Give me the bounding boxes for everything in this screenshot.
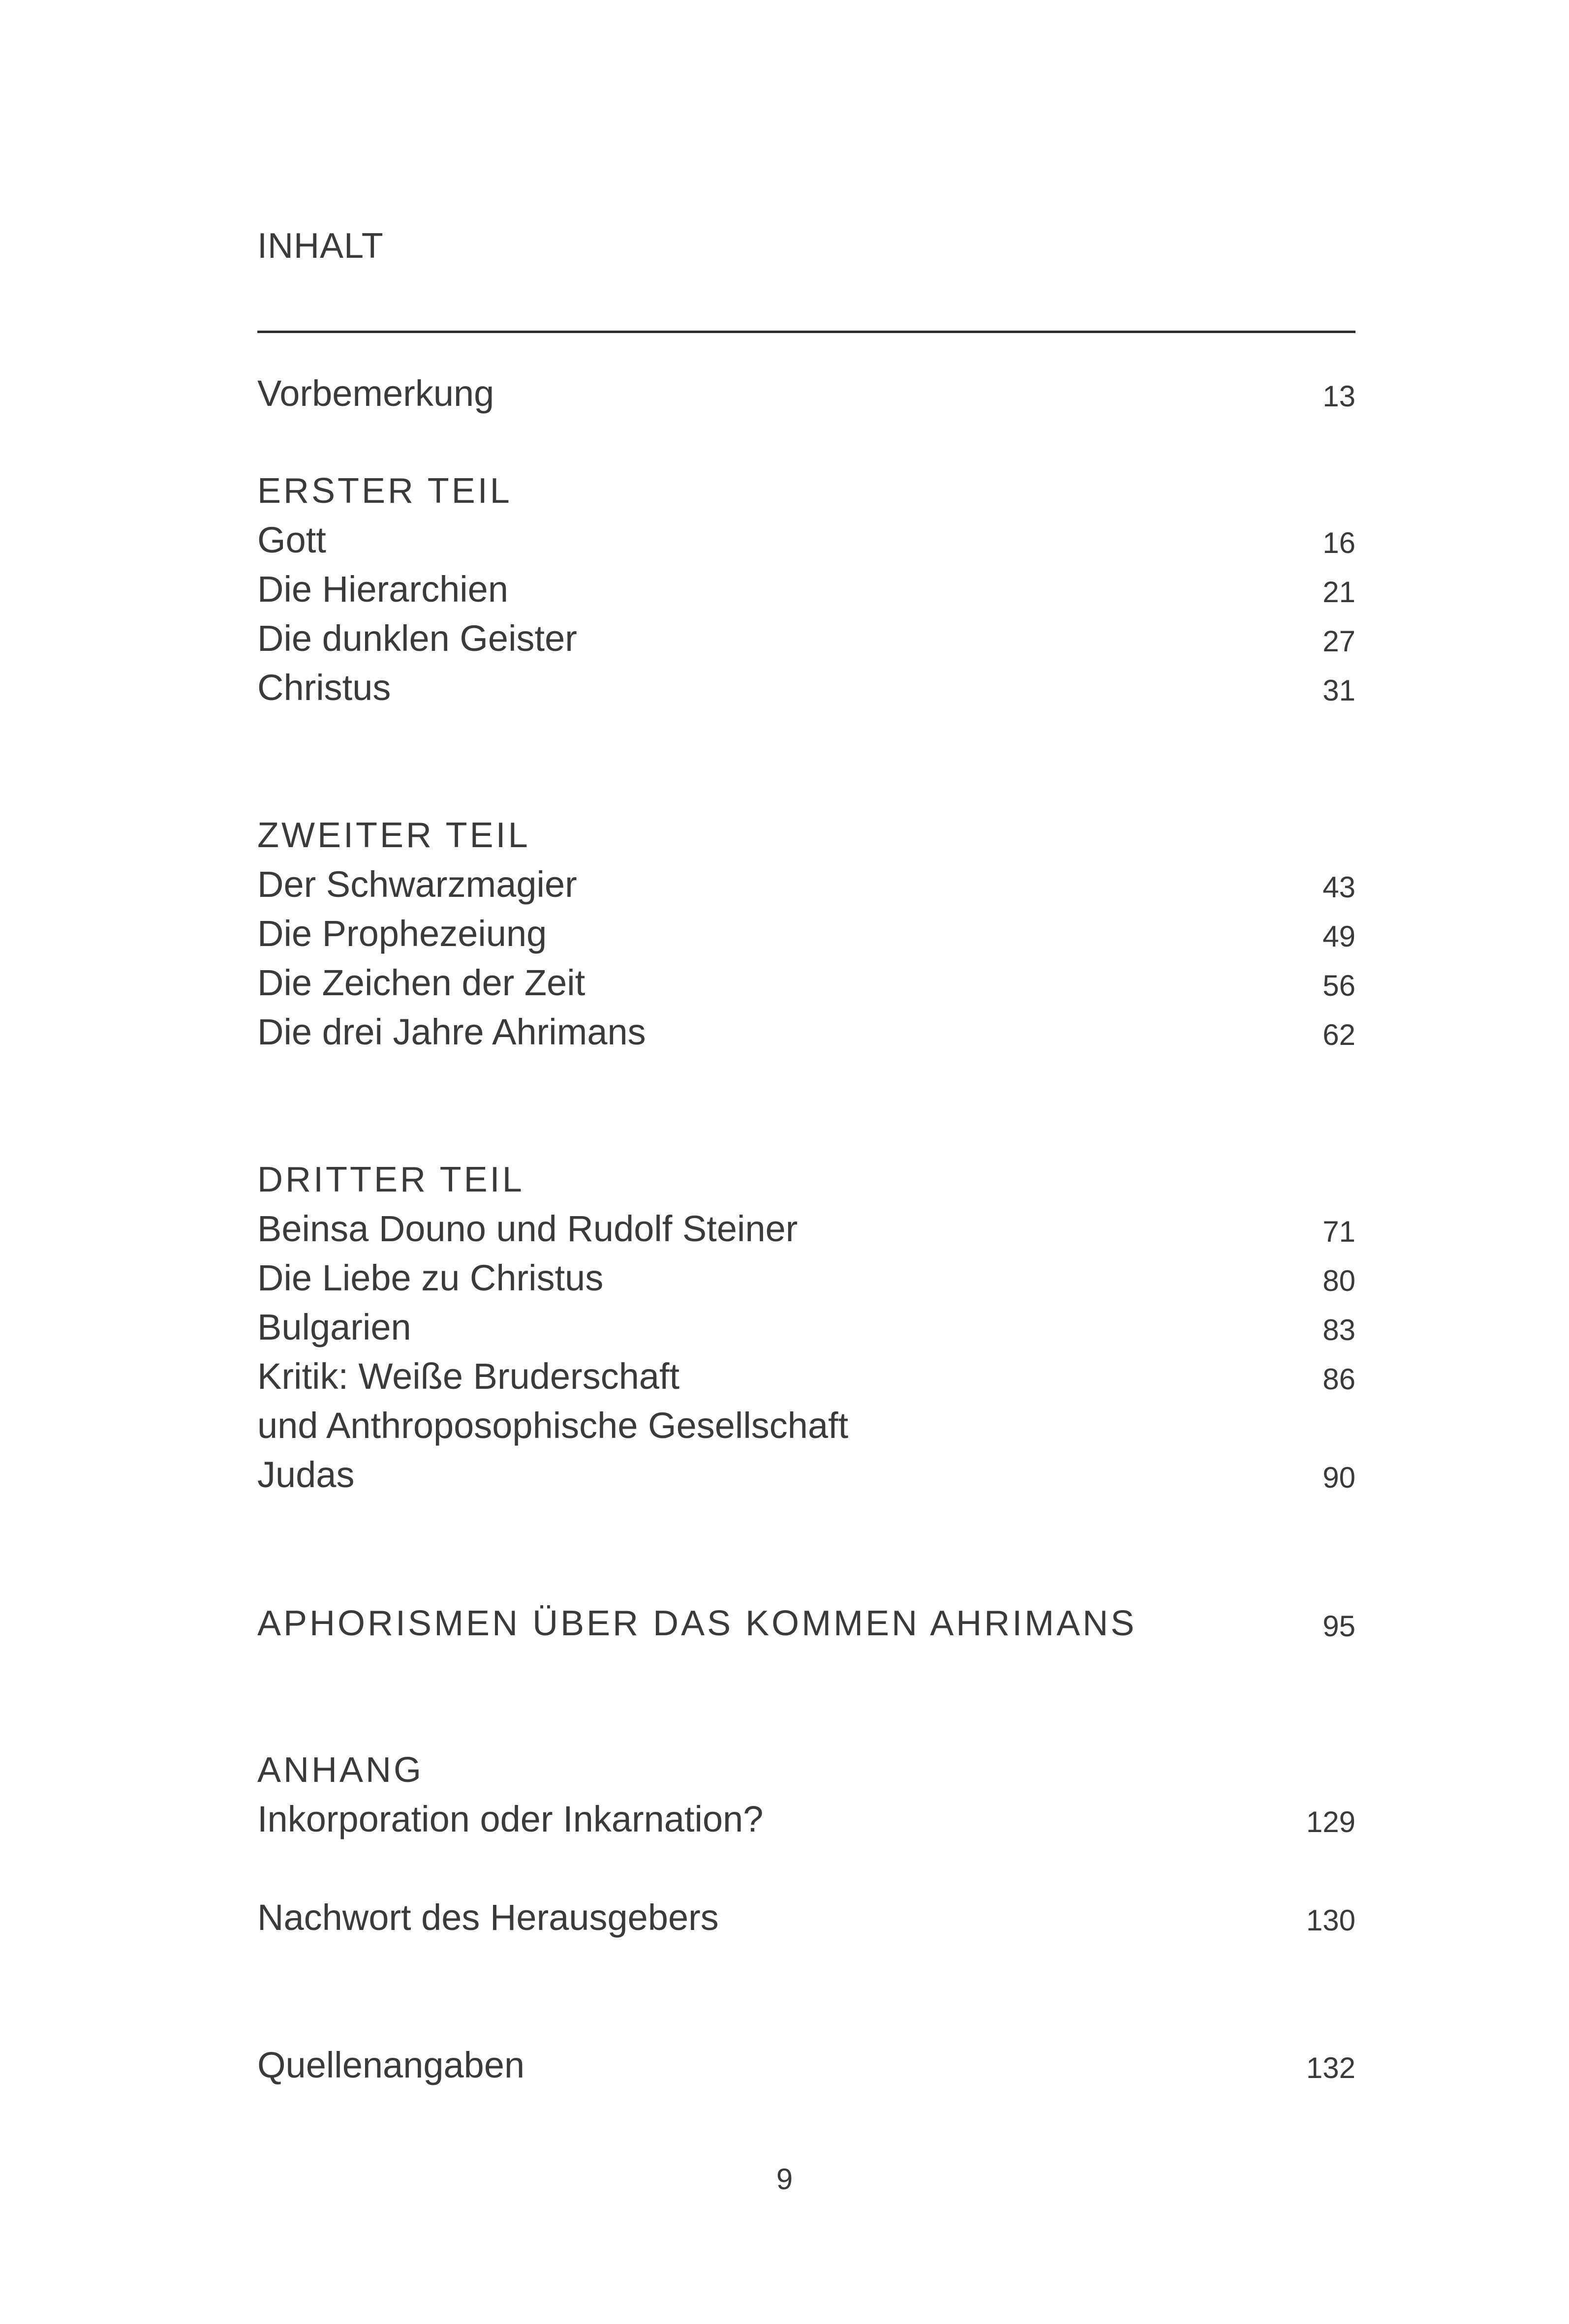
toc-entry-title: Bulgarien [257,1307,411,1347]
toc-entry-title: Nachwort des Herausgebers [257,1897,719,1938]
toc-section-heading [257,1155,1355,1204]
toc-entry-page: 129 [1306,1805,1355,1838]
toc-entry [257,1352,1355,1401]
toc-section-heading [257,811,1355,860]
toc-entry-page: 43 [1323,871,1355,904]
toc-entry [257,614,1355,663]
toc-entry [257,1893,1355,1942]
page-number: 9 [776,2163,793,2196]
toc-entry [257,860,1355,909]
toc-entry-title: Inkorporation oder Inkarnation? [257,1799,764,1839]
toc-entry-page: 95 [1323,1610,1355,1643]
toc-entry-title: Die drei Jahre Ahrimans [257,1011,646,1052]
toc-entry [257,1450,1355,1499]
toc-entry-title: Judas [257,1454,355,1495]
toc-section-heading [257,466,1355,516]
toc-entry-title: Die Liebe zu Christus [257,1257,604,1298]
toc-entry [257,565,1355,614]
toc-entry-title: und Anthroposophische Gesellschaft [257,1405,849,1446]
toc-entry-page: 27 [1323,625,1355,658]
toc-entry [257,1204,1355,1254]
toc-entry-page: 16 [1323,526,1355,559]
toc-section-heading [257,1745,1355,1795]
toc-entry [257,1401,1355,1450]
toc-entry-title: Die Zeichen der Zeit [257,962,585,1003]
toc-entry-page: 90 [1323,1461,1355,1494]
page-title: INHALT [257,226,384,266]
toc-entry-page: 21 [1323,576,1355,609]
toc-entry-page: 83 [1323,1314,1355,1346]
toc-entry-title: Die Prophezeiung [257,913,547,954]
toc-entry-title: Die dunklen Geister [257,618,577,659]
section-heading-label: APHORISMEN ÜBER DAS KOMMEN AHRIMANS [257,1604,1137,1643]
toc-entry-title: Vorbemerkung [257,373,494,414]
toc-entry-page: 80 [1323,1264,1355,1297]
toc-entry-page: 13 [1323,380,1355,413]
toc-section-heading [257,1599,1355,1648]
toc-entry [257,909,1355,958]
toc-entry [257,516,1355,565]
toc-entry-title: Die Hierarchien [257,569,508,610]
toc-entry-page: 130 [1306,1904,1355,1937]
toc-entry-page: 132 [1306,2051,1355,2084]
toc-entry [257,663,1355,712]
toc-entry [257,1254,1355,1303]
toc-entry-title: Gott [257,520,326,560]
toc-entry [257,1795,1355,1844]
section-heading-label: ANHANG [257,1750,424,1790]
toc-entry-page: 56 [1323,969,1355,1002]
toc-entry-page: 86 [1323,1363,1355,1396]
toc-entry [257,2041,1355,2090]
toc-entry-page: 62 [1323,1018,1355,1051]
toc-entry-page: 49 [1323,920,1355,953]
toc-entry-title: Quellenangaben [257,2045,525,2085]
section-heading-label: DRITTER TEIL [257,1160,524,1199]
toc-entry-page: 71 [1323,1215,1355,1248]
toc-entry [257,1008,1355,1057]
title-divider [257,331,1355,333]
toc-entry-title: Beinsa Douno und Rudolf Steiner [257,1208,798,1249]
section-heading-label: ZWEITER TEIL [257,816,530,855]
toc-entry-title: Christus [257,667,391,708]
section-heading-label: ERSTER TEIL [257,471,512,511]
toc-entry-title: Kritik: Weiße Bruderschaft [257,1356,680,1397]
toc-entry [257,1303,1355,1352]
toc-entry [257,369,1355,418]
toc-entry [257,958,1355,1008]
toc-entry-title: Der Schwarzmagier [257,864,577,905]
toc-entry-page: 31 [1323,674,1355,707]
